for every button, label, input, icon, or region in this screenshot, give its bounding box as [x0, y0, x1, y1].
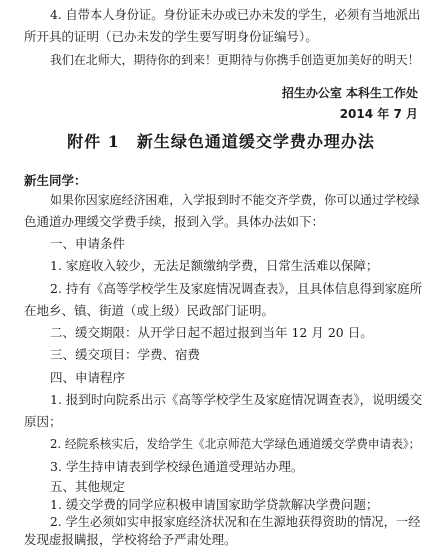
- section-3: 三、缓交项目：学费、宿费: [50, 347, 201, 363]
- intro-line2: 色通道办理缓交学费手续，报到入学。具体办法如下：: [24, 213, 325, 229]
- paragraph-welcome: 我们在北师大，期待你的到来！更期待与你携手创造更加美好的明天！: [50, 52, 420, 67]
- section-1-title: 一、申请条件: [50, 236, 126, 252]
- section-5-item-1: 1. 缓交学费的同学应积极申请国家助学贷款解决学费问题；: [50, 497, 379, 513]
- salutation: 新生同学：: [24, 173, 87, 189]
- section-5-item-2-line2: 发现虚报瞒报，学校将给予严肃处理。: [24, 532, 237, 547]
- section-5-item-2-line1: 2. 学生必须如实申报家庭经济状况和在生源地获得资助的情况，一经: [50, 514, 421, 529]
- section-2: 二、缓交期限：从开学日起不超过报到当年 12 月 20 日。: [50, 325, 373, 341]
- section-1-item-1: 1. 家庭收入较少，无法足额缴纳学费，日常生活难以保障；: [50, 258, 379, 274]
- signature-office: 招生办公室 本科生工作处: [281, 86, 418, 101]
- paragraph-id-card-line1: 4. 自带本人身份证。身份证未办或已办未发的学生，必须有当地派出: [50, 8, 421, 22]
- section-1-item-2-line2: 在地乡、镇、街道（或上级）民政部门证明。: [24, 302, 275, 318]
- section-4-item-1-line1: 1. 报到时向院系出示《高等学校学生及家庭情况调查表》，说明缓交: [50, 391, 423, 407]
- intro-line1: 如果你因家庭经济困难，入学报到时不能交齐学费，你可以通过学校绿: [50, 192, 420, 207]
- section-1-item-2-line1: 2. 持有《高等学校学生及家庭情况调查表》，且具体信息得到家庭所: [50, 280, 423, 296]
- section-4-item-1-line2: 原因；: [24, 414, 62, 429]
- signature-date: 2014 年 7 月: [339, 106, 418, 121]
- section-4-item-2: 2. 经院系核实后，发给学生《北京师范大学绿色通道缓交学费申请表》；: [50, 437, 421, 452]
- section-4-item-3: 3. 学生持申请表到学校绿色通道受理站办理。: [50, 458, 304, 474]
- paragraph-id-card-line2: 所开具的证明（已办未发的学生要写明身份证编号）。: [24, 29, 318, 45]
- appendix-title: 附件 1 新生绿色通道缓交学费办理办法: [67, 131, 375, 151]
- section-5-title: 五、其他规定: [50, 478, 126, 494]
- section-4-title: 四、申请程序: [50, 369, 126, 385]
